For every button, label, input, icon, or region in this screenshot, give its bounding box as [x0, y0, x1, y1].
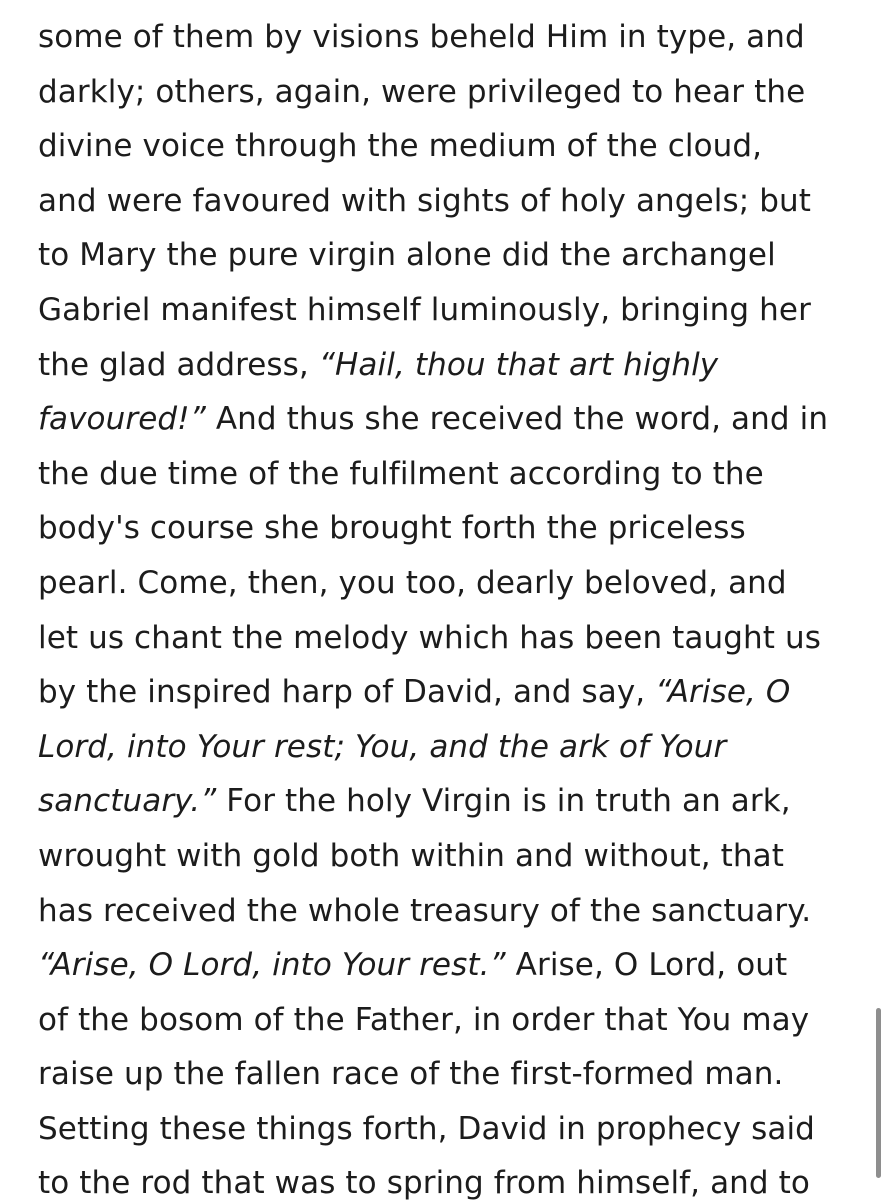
italic-quote-segment: sanctuary.”: [38, 783, 217, 820]
text-segment: to the rod that was to spring from himself, and to: [38, 1165, 810, 1200]
text-line: [38, 10, 868, 65]
text-line: [38, 1102, 868, 1157]
text-line: [38, 774, 868, 829]
text-segment: some of them by visions beheld Him in type, and: [38, 19, 805, 55]
text-line: [38, 392, 868, 447]
text-line: [38, 993, 868, 1048]
text-segment: wrought with gold both within and without, that: [38, 837, 785, 874]
text-line: [38, 1156, 868, 1200]
text-line: [38, 283, 868, 338]
text-line: [38, 338, 868, 393]
text-segment: divine voice through the medium of the cloud,: [38, 128, 763, 165]
text-line: [38, 611, 868, 666]
passage-text: [38, 10, 868, 1200]
text-line: [38, 829, 868, 884]
text-segment: Arise, O Lord, out: [505, 947, 788, 984]
text-line: [38, 720, 868, 775]
text-segment: the glad address,: [38, 346, 319, 383]
text-segment: pearl. Come, then, you too, dearly beloved, and: [38, 564, 787, 601]
text-segment: body's course she brought forth the priceless: [38, 510, 746, 547]
text-segment: and were favoured with sights of holy angels; but: [38, 182, 811, 219]
text-line: [38, 65, 868, 120]
text-line: [38, 501, 868, 556]
text-segment: by the inspired harp of David, and say,: [38, 674, 656, 711]
text-segment: the due time of the fulfilment according to the: [38, 455, 764, 492]
text-line: [38, 119, 868, 174]
italic-quote-segment: “Arise, O Lord, into Your rest.”: [38, 947, 506, 984]
text-line: [38, 938, 868, 993]
text-segment: darkly; others, again, were privileged to hear the: [38, 73, 806, 110]
text-segment: Setting these things forth, David in prophecy said: [38, 1110, 815, 1147]
text-line: [38, 228, 868, 283]
text-segment: to Mary the pure virgin alone did the archangel: [38, 237, 776, 274]
italic-quote-segment: “Hail, thou that art highly: [318, 346, 719, 383]
italic-quote-segment: “Arise, O: [655, 674, 791, 711]
text-line: [38, 884, 868, 939]
text-line: [38, 665, 868, 720]
text-segment: of the bosom of the Father, in order that You may: [38, 1001, 810, 1038]
text-segment: let us chant the melody which has been taught us: [38, 619, 822, 656]
text-segment: raise up the fallen race of the first-formed man.: [38, 1056, 784, 1093]
text-segment: And thus she received the word, and in: [205, 401, 829, 438]
text-segment: has received the whole treasury of the sanctuary.: [38, 892, 812, 929]
italic-quote-segment: Lord, into Your rest; You, and the ark of Your: [38, 728, 727, 765]
scroll-indicator[interactable]: [876, 1008, 881, 1178]
text-segment: Gabriel manifest himself luminously, bringing her: [38, 291, 811, 328]
text-line: [38, 447, 868, 502]
italic-quote-segment: favoured!”: [38, 401, 206, 438]
text-line: [38, 1047, 868, 1102]
text-segment: For the holy Virgin is in truth an ark,: [216, 783, 791, 820]
text-line: [38, 556, 868, 611]
text-line: [38, 174, 868, 229]
